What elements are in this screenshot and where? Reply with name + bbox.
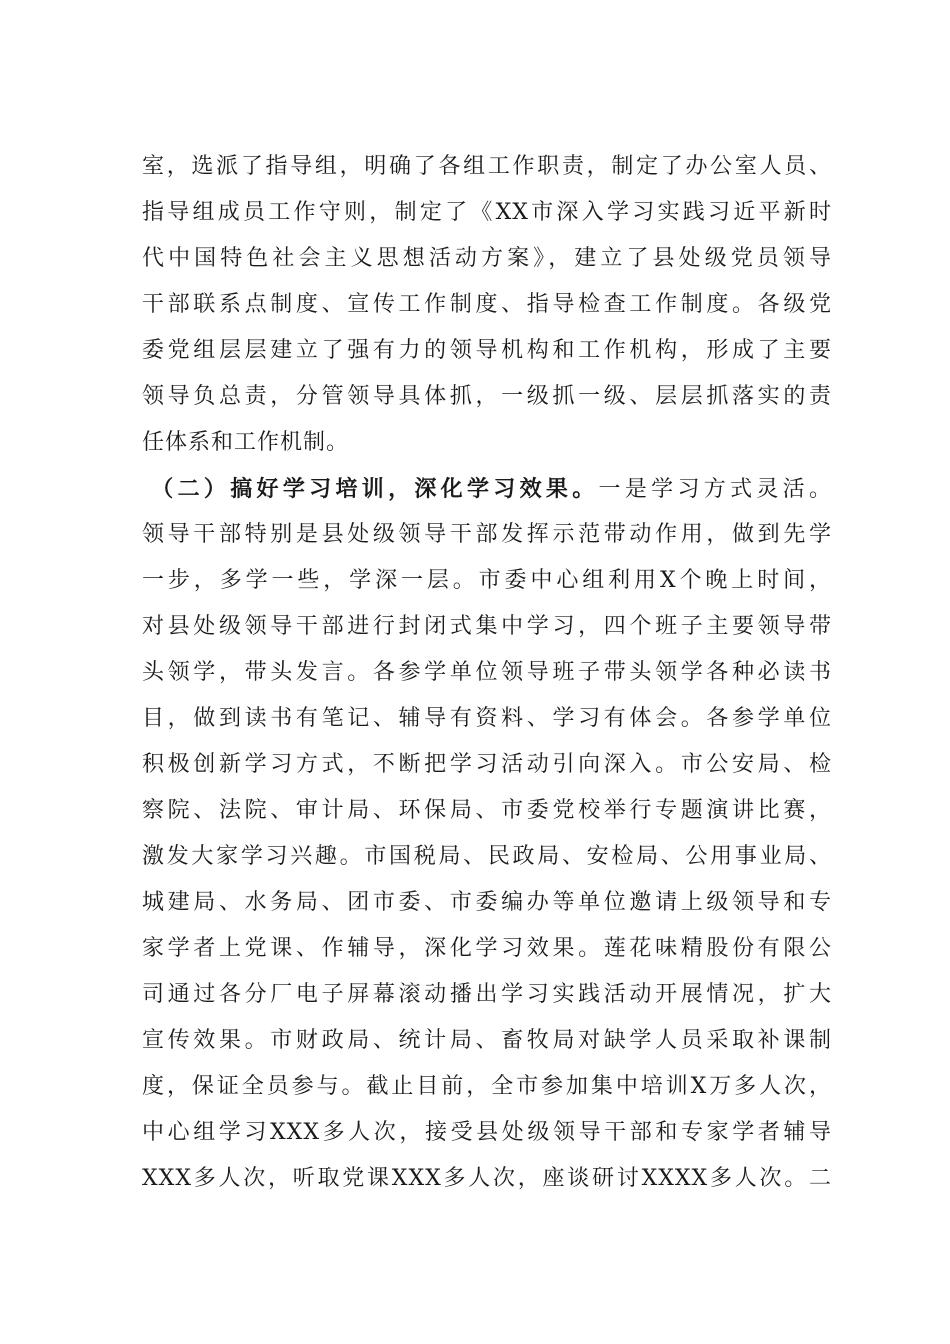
paragraph-2-line-13: 宣传效果。市财政局、统计局、畜牧局对缺学人员采取补课制 (142, 1028, 832, 1053)
paragraph-1-line-6: 领导负总责，分管领导具体抓，一级抓一级、层层抓落实的责 (142, 384, 832, 409)
paragraph-1-line-5: 委党组层层建立了强有力的领导机构和工作机构，形成了主要 (142, 338, 832, 363)
paragraph-2-line-15: 中心组学习XXX多人次，接受县处级领导干部和专家学者辅导 (142, 1120, 832, 1145)
paragraph-2-line-5: 头领学，带头发言。各参学单位领导班子带头领学各种必读书 (142, 660, 832, 685)
paragraph-2-line-10: 城建局、水务局、团市委、市委编办等单位邀请上级领导和专 (142, 890, 832, 915)
paragraph-2-line-4: 对县处级领导干部进行封闭式集中学习，四个班子主要领导带 (142, 614, 832, 639)
paragraph-1-line-7: 任体系和工作机制。 (142, 430, 350, 455)
paragraph-2-first-line-rest: 一是学习方式灵活。 (598, 477, 832, 502)
paragraph-2-line-8: 察院、法院、审计局、环保局、市委党校举行专题演讲比赛， (142, 798, 832, 823)
paragraph-2-line-14: 度，保证全员参与。截止目前，全市参加集中培训X万多人次， (142, 1074, 832, 1099)
section-heading: （二）搞好学习培训，深化学习效果。 (148, 476, 599, 502)
paragraph-2-line-3: 一步，多学一些，学深一层。市委中心组利用X个晚上时间， (142, 568, 832, 593)
paragraph-2-line-7: 积极创新学习方式，不断把学习活动引向深入。市公安局、检 (142, 752, 832, 777)
paragraph-2-line-11: 家学者上党课、作辅导，深化学习效果。莲花味精股份有限公 (142, 936, 832, 961)
document-body (142, 144, 832, 1202)
paragraph-1-line-2: 指导组成员工作守则，制定了《XX市深入学习实践习近平新时 (142, 200, 832, 225)
paragraph-1-line-4: 干部联系点制度、宣传工作制度、指导检查工作制度。各级党 (142, 292, 832, 317)
paragraph-1-line-1: 室，选派了指导组，明确了各组工作职责，制定了办公室人员、 (142, 154, 832, 179)
paragraph-2-line-6: 目，做到读书有笔记、辅导有资料、学习有体会。各参学单位 (142, 706, 832, 731)
paragraph-2-line-9: 激发大家学习兴趣。市国税局、民政局、安检局、公用事业局、 (142, 844, 832, 869)
paragraph-2-line-12: 司通过各分厂电子屏幕滚动播出学习实践活动开展情况，扩大 (142, 982, 832, 1007)
paragraph-1-line-3: 代中国特色社会主义思想活动方案》，建立了县处级党员领导 (142, 246, 832, 271)
paragraph-2-line-16: XXX多人次，听取党课XXX多人次，座谈研讨XXXX多人次。二 (142, 1166, 832, 1191)
paragraph-2-first-line (142, 466, 832, 512)
paragraph-2-line-2: 领导干部特别是县处级领导干部发挥示范带动作用，做到先学 (142, 522, 832, 547)
